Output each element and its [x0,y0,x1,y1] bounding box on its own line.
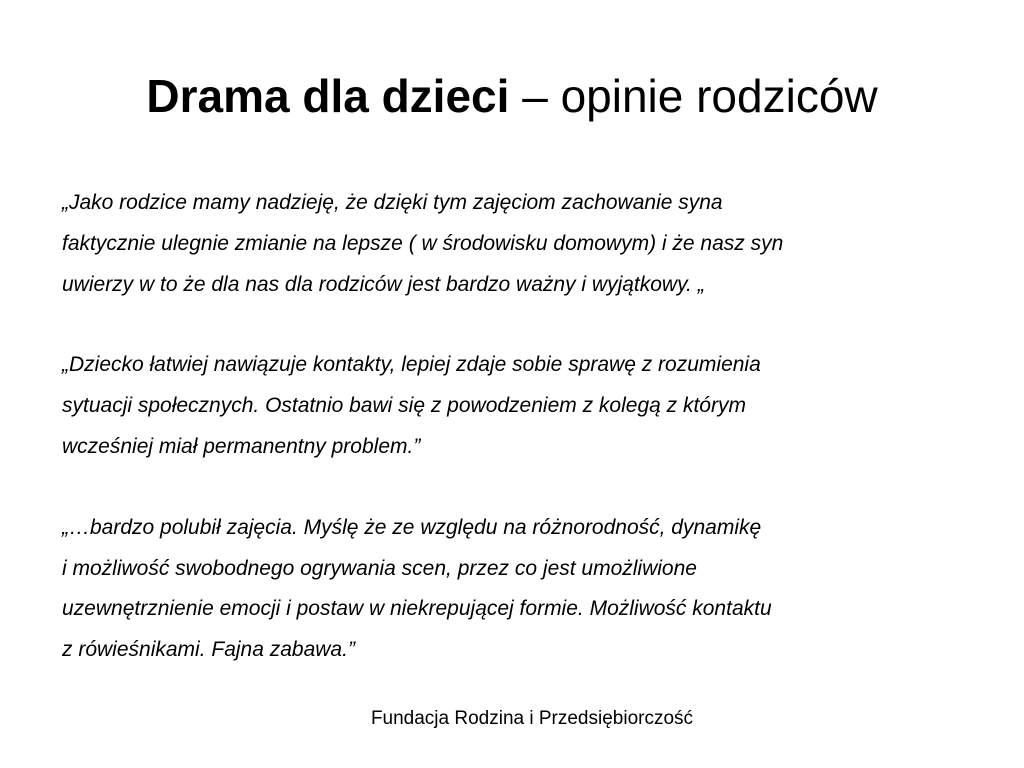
footer-organization: Fundacja Rodzina i Przedsiębiorczość [370,708,694,729]
slide-title [0,66,1024,126]
quote-3: „…bardzo polubił zajęcia. Myślę że ze względu na różnorodność, dynamikę i możliwość swobodnego ogrywania scen, przez co jest umożliwione uzewnętrznienie emocji i postaw w niekrepującej formie. Możliwość kontaktu z rówieśnikami. Fajna zabawa.” [62,515,772,662]
quote-2: „Dziecko łatwiej nawiązuje kontakty, lepiej zdaje sobie sprawę z rozumienia sytuacji społecznych. Ostatnio bawi się z powodzeniem z kolegą z którym wcześniej miał permanentny problem.” [62,353,761,458]
quote-1: „Jako rodzice mamy nadzieję, że dzięki tym zajęciom zachowanie syna faktycznie ulegnie zmianie na lepsze ( w środowisku domowym) i że nasz syn uwierzy w to że dla nas dla rodziców jest bardzo ważny i wyjątkowy. „ [62,191,784,296]
slide-title-bold: Drama dla dzieci [146,70,510,122]
quotes-list [62,183,982,671]
slide-title-regular: – opinie rodziców [509,70,878,122]
